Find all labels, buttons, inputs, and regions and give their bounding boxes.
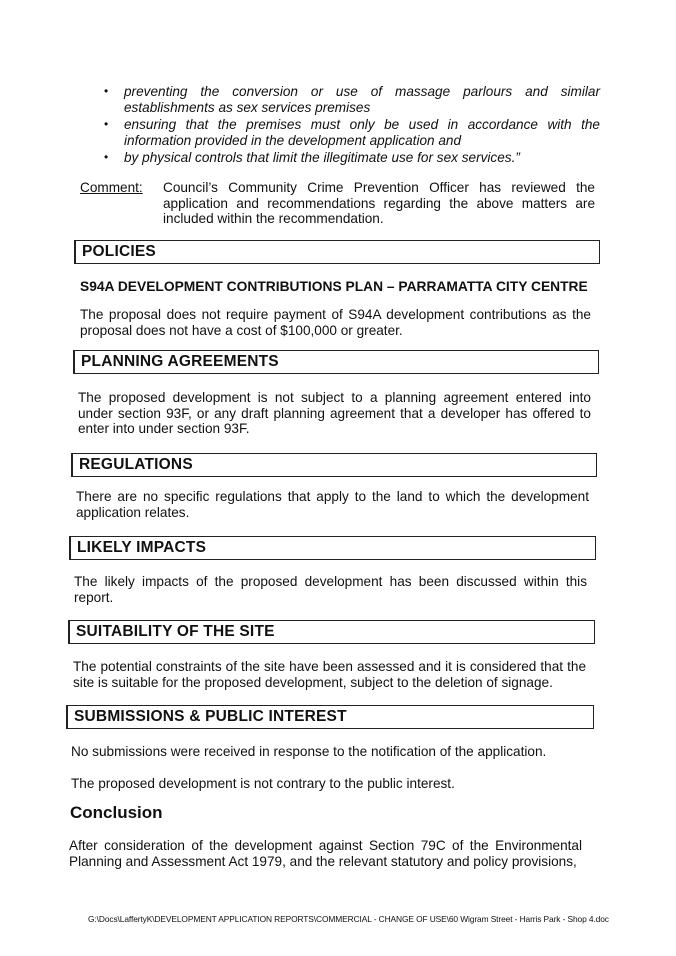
list-item (104, 117, 600, 148)
likely-impacts-heading: LIKELY IMPACTS (77, 539, 207, 556)
bullet-icon: • (104, 84, 109, 98)
submissions-heading-box (66, 705, 594, 729)
bullet-text: preventing the conversion or use of massage parlours and similar establishments as sex services premises (124, 84, 600, 115)
submissions-text: No submissions were received in response to the notification of the application. (71, 744, 547, 759)
conclusion-text: After consideration of the development against Section 79C of the Environmental Planning and Assessment Act 1979, and the relevant statutory and policy provisions, (69, 838, 582, 869)
submissions-heading: SUBMISSIONS & PUBLIC INTEREST (74, 708, 347, 725)
list-item (104, 150, 600, 166)
bullet-text: by physical controls that limit the illegitimate use for sex services.” (124, 150, 520, 165)
suitability-text: The potential constraints of the site have been assessed and it is considered that the site is suitable for the proposed development, subject to the deletion of signage. (73, 659, 586, 690)
suitability-heading-box (68, 620, 595, 644)
comment-label: Comment: (80, 180, 143, 195)
s94a-subheading: S94A DEVELOPMENT CONTRIBUTIONS PLAN – PARRAMATTA CITY CENTRE (80, 279, 588, 294)
regulations-text: There are no specific regulations that apply to the land to which the development application relates. (76, 489, 589, 520)
likely-impacts-heading-box (69, 536, 596, 560)
bullet-icon: • (104, 150, 109, 164)
regulations-heading: REGULATIONS (79, 456, 193, 473)
policies-heading: POLICIES (82, 243, 156, 260)
list-item (104, 84, 600, 115)
footer-file-path: G:\Docs\LaffertyK\DEVELOPMENT APPLICATION REPORTS\COMMERCIAL - CHANGE OF USE\60 Wigram Street - Harris Park - Shop 4.doc (88, 914, 609, 924)
suitability-heading: SUITABILITY OF THE SITE (76, 623, 275, 640)
bullet-list (104, 84, 600, 168)
likely-impacts-text: The likely impacts of the proposed development has been discussed within this report. (74, 574, 587, 605)
planning-agreements-heading: PLANNING AGREEMENTS (81, 353, 279, 370)
policies-text: The proposal does not require payment of S94A development contributions as the proposal does not have a cost of $100,000 or greater. (80, 307, 591, 338)
bullet-text: ensuring that the premises must only be used in accordance with the information provided in the development application and (124, 117, 600, 148)
conclusion-heading: Conclusion (70, 803, 163, 822)
bullet-icon: • (104, 117, 109, 131)
regulations-heading-box (71, 453, 597, 477)
policies-heading-box (74, 240, 600, 264)
public-interest-text: The proposed development is not contrary to the public interest. (71, 776, 455, 791)
comment-text: Council’s Community Crime Prevention Officer has reviewed the application and recommendations regarding the above matters are included within the recommendation. (163, 180, 595, 226)
planning-agreements-text: The proposed development is not subject to a planning agreement entered into under section 93F, or any draft planning agreement that a developer has offered to enter into under section 93F. (78, 390, 591, 436)
planning-agreements-heading-box (73, 350, 599, 374)
